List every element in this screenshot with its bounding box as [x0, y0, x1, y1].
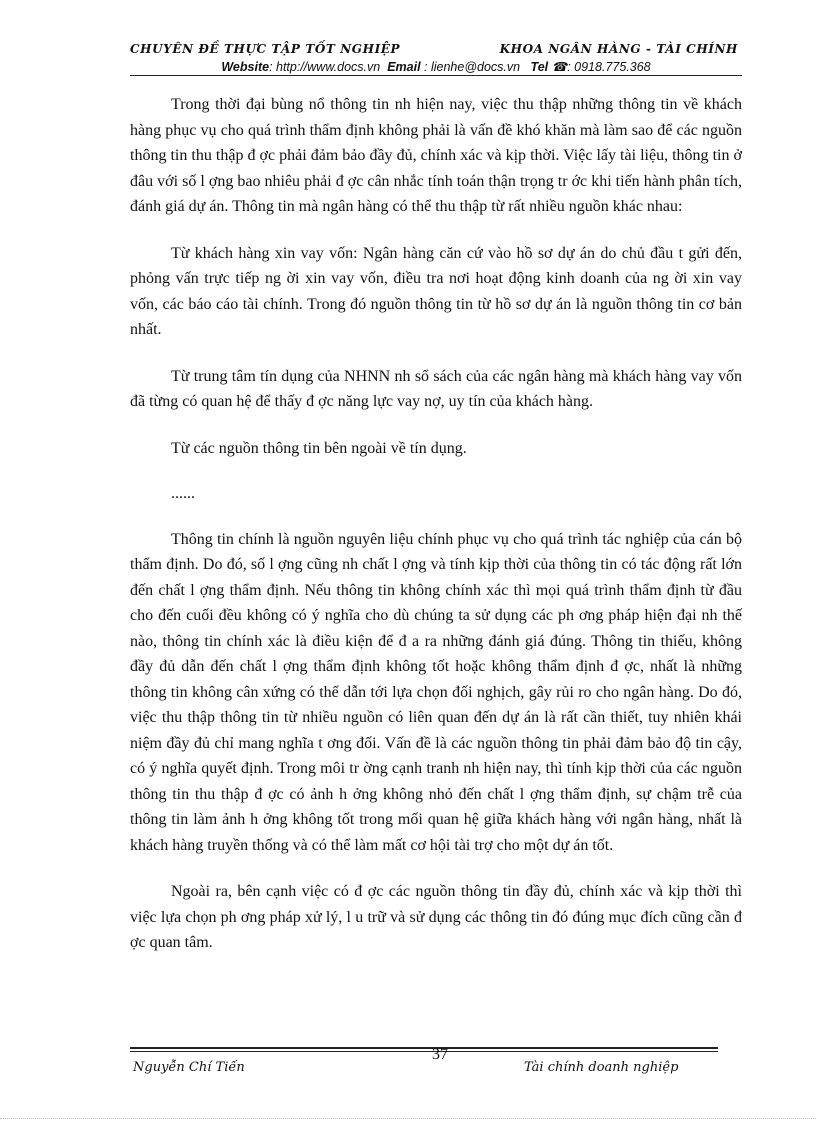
paragraph-3: Từ trung tâm tín dụng của NHNN nh sổ sách của các ngân hàng mà khách hàng vay vốn đã từng có quan hệ để thấy đ ợc năng lực vay nợ, uy tín của khách hàng. — [130, 367, 742, 410]
footer-subject: Tài chính doanh nghiệp — [524, 1060, 679, 1075]
phone-icon: ☎ — [551, 60, 568, 74]
page-edge-dots — [0, 1118, 816, 1119]
website-label: Website — [221, 60, 270, 74]
paragraph-1: Trong thời đại bùng nổ thông tin nh hiện nay, việc thu thập những thông tin về khách hàng phục vụ cho quá trình thẩm định không phải là vấn đề khó khăn mà làm sao để các nguồn thông tin thu thập đ ợc phải đảm bảo đầy đủ, chính xác và kịp thời. Việc lấy tài liệu, thông tin ở đâu với số l ợng bao nhiêu phải đ ợc cân nhắc tính toán thận trọng tr ớc khi tiến hành phân tích, đánh giá dự án. Thông tin mà ngân hàng có thể thu thập từ rất nhiều nguồn khác nhau: — [130, 96, 742, 215]
paragraph-2: Từ khách hàng xin vay vốn: Ngân hàng căn cứ vào hồ sơ dự án do chủ đầu t gửi đến, phỏng vấn trực tiếp ng ời xin vay vốn, điều tra nơi hoạt động kinh doanh của ng ời xin vay vốn, các báo cáo tài chính. Trong đó nguồn thông tin từ hồ sơ dự án là nguồn thông tin cơ bản nhất. — [130, 244, 742, 338]
header-contact-line — [130, 59, 742, 74]
paragraph-6: Ngoài ra, bên cạnh việc có đ ợc các nguồn thông tin đầy đủ, chính xác và kịp thời thì việc lựa chọn ph ơng pháp xử lý, l u trữ và sử dụng các thông tin đó đúng mục đích cũng cần đ ợc quan tâm. — [130, 883, 742, 951]
header-left-title: CHUYÊN ĐỀ THỰC TẬP TỐT NGHIỆP — [130, 42, 401, 56]
page-header — [130, 40, 742, 74]
header-right-title: KHOA NGÂN HÀNG - TÀI CHÍNH — [499, 42, 738, 56]
email-label: Email — [387, 60, 421, 74]
paragraph-4: Từ các nguồn thông tin bên ngoài về tín dụng. — [171, 439, 467, 457]
header-title-line — [130, 40, 742, 58]
document-body — [130, 92, 742, 977]
tel-label: Tel — [530, 60, 549, 74]
website-value: : http://www.docs.vn — [269, 60, 381, 74]
paragraph-5: Thông tin chính là nguồn nguyên liệu chính phục vụ cho quá trình tác nghiệp của cán bộ thẩm định. Do đó, số l ợng cũng nh chất l ợng và tính kịp thời của thông tin có tác động rất lớn đến chất l ợng thẩm định. Nếu thông tin không chính xác thì mọi quá trình thẩm định từ đầu cho đến cuối đều không có ý nghĩa cho dù chúng ta sử dụng các ph ơng pháp hiện đại nh thế nào, thông tin chính xác là điều kiện để đ a ra những đánh giá đúng. Thông tin thiếu, không đầy đủ dẫn đến chất l ợng thẩm định không tốt hoặc không thẩm định đ ợc, nhất là những thông tin không cân xứng có thể dẫn tới lựa chọn đối nghịch, gây rủi ro cho ngân hàng. Do đó, việc thu thập thông tin từ nhiều nguồn có liên quan đến dự án là rất cần thiết, tuy nhiên khái niệm đầy đủ chỉ mang nghĩa t ơng đối. Vấn đề là các nguồn thông tin phải đảm bảo độ tin cậy, có ý nghĩa quyết định. Trong môi tr ờng cạnh tranh nh hiện nay, thì tính kịp thời của các nguồn thông tin thu thập đ ợc có ảnh h ởng không nhỏ đến chất l ợng thẩm định, sự chậm trễ của thông tin làm ảnh h ởng không tốt trong mối quan hệ giữa khách hàng với ngân hàng, nhất là khách hàng truyền thống và có thể làm mất cơ hội tài trợ cho một dự án tốt. — [130, 530, 742, 854]
footer-author: Nguyễn Chí Tiến — [133, 1060, 245, 1075]
header-divider — [130, 75, 742, 76]
email-value: : lienhe@docs.vn — [424, 60, 521, 74]
page-number: 37 — [432, 1046, 448, 1063]
paragraph-ellipsis: ...... — [171, 485, 195, 502]
tel-value: : 0918.775.368 — [567, 60, 651, 74]
